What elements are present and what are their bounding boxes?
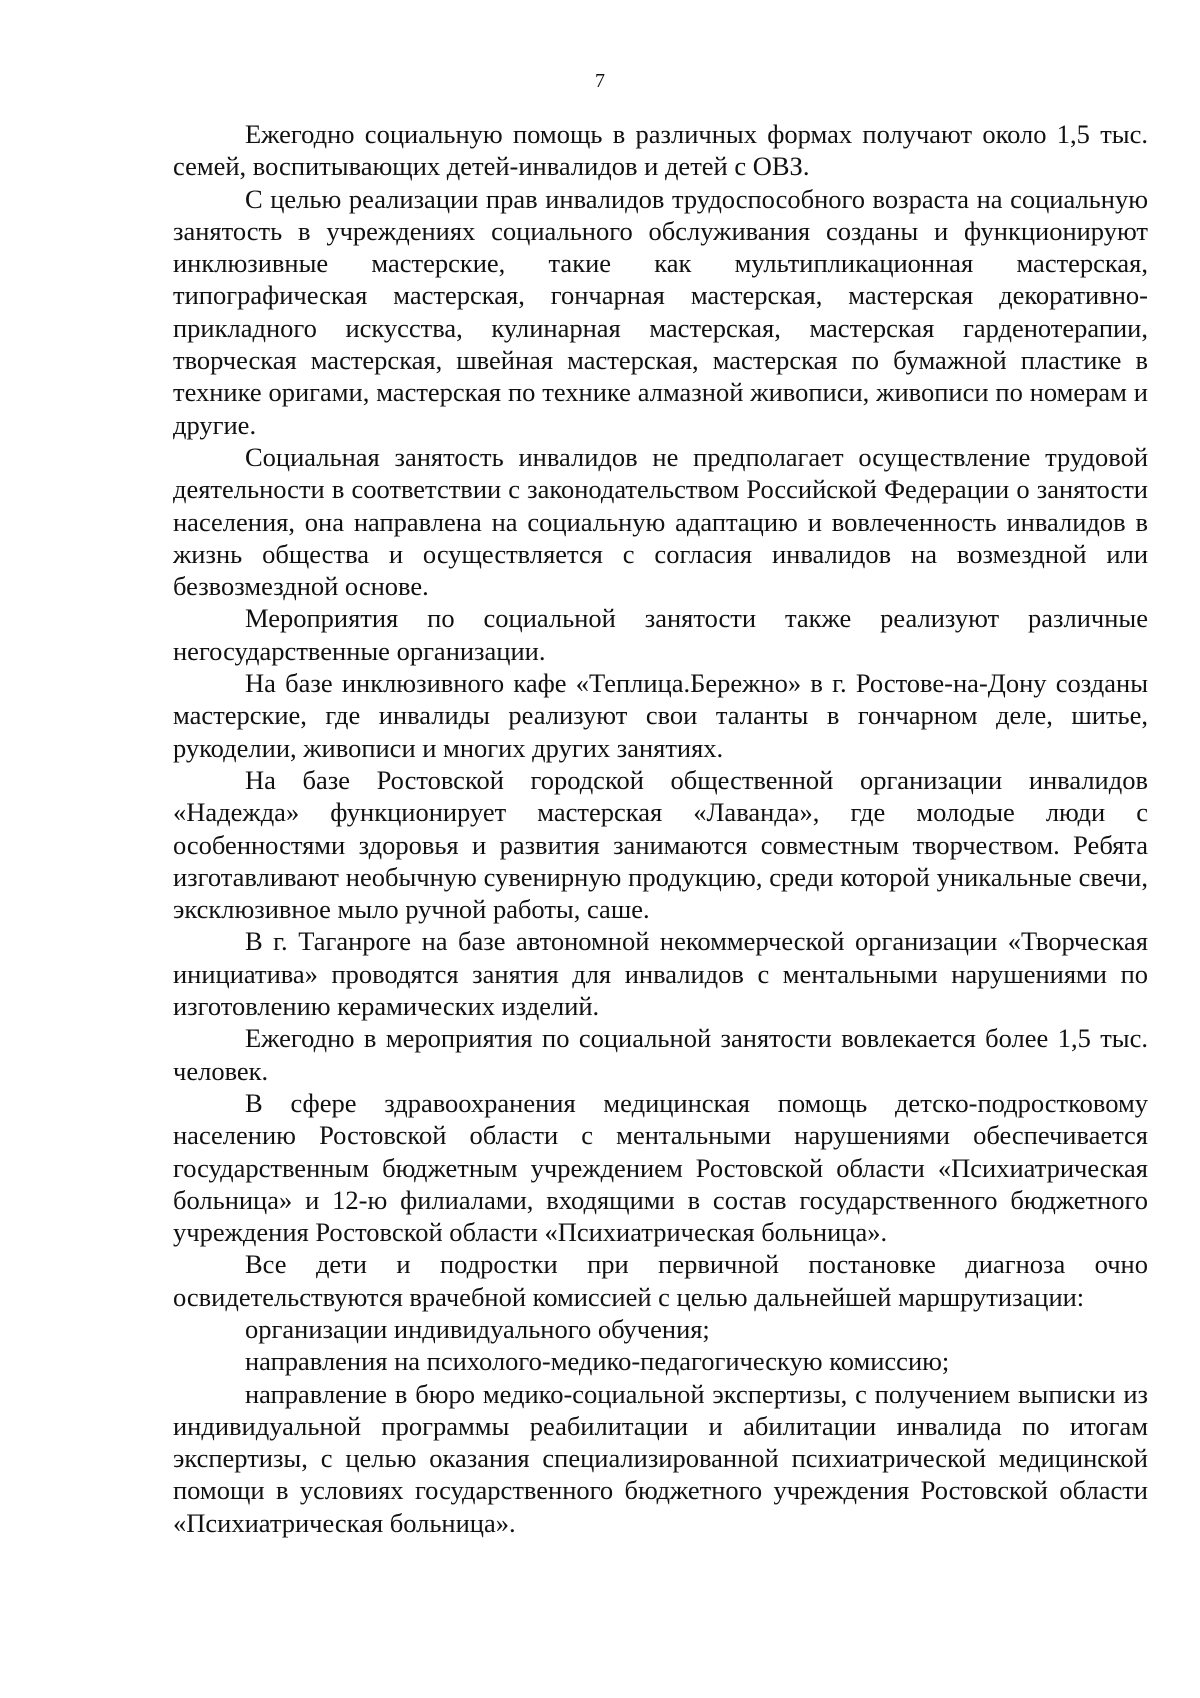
list-item-individual-education: организации индивидуального обучения; bbox=[245, 1313, 710, 1344]
page-number: 7 bbox=[595, 70, 605, 92]
document-body bbox=[173, 118, 1148, 1539]
paragraph-nadezhda-organization: На базе Ростовской городской общественной организации инвалидов «Надежда» функционирует мастерская «Лаванда», где молодые люди с особенностями здоровья и развития занимаются совместным творчеством. Ребята изготавливают необычную сувенирную продукцию, среди которой уникальные свечи, эксклюзивное мыло ручной работы, саше. bbox=[173, 764, 1148, 925]
paragraph-healthcare: В сфере здравоохранения медицинская помощь детско-подростковому населению Ростовской области с ментальными нарушениями обеспечивается государственным бюджетным учреждением Ростовской области «Психиатрическая больница» и 12-ю филиалами, входящими в состав государственного бюджетного учреждения Ростовской области «Психиатрическая больница». bbox=[173, 1087, 1148, 1248]
list-item-mse-referral: направление в бюро медико-социальной экспертизы, с получением выписки из индивидуальной программы реабилитации и абилитации инвалида по итогам экспертизы, с целью оказания специализированной психиатрической медицинской помощи в условиях государственного бюджетного учреждения Ростовской области «Психиатрическая больница». bbox=[173, 1378, 1148, 1538]
list-item-pmpk-referral: направления на психолого-медико-педагогическую комиссию; bbox=[245, 1346, 950, 1377]
paragraph-medical-commission: Все дети и подростки при первичной постановке диагноза очно освидетельствуются врачебной комиссией с целью дальнейшей маршрутизации: bbox=[173, 1249, 1148, 1312]
paragraph-social-employment: Социальная занятость инвалидов не предполагает осуществление трудовой деятельности в соответствии с законодательством Российской Федерации о занятости населения, она направлена на социальную адаптацию и вовлеченность инвалидов в жизнь общества и осуществляется с согласия инвалидов на возмездной или безвозмездной основе. bbox=[173, 441, 1148, 602]
paragraph-annual-involvement: Ежегодно в мероприятия по социальной занятости вовлекается более 1,5 тыс. человек. bbox=[173, 1023, 1148, 1086]
paragraph-taganrog: В г. Таганроге на базе автономной некоммерческой организации «Творческая инициатива» проводятся занятия для инвалидов с ментальными нарушениями по изготовлению керамических изделий. bbox=[173, 926, 1148, 1022]
paragraph-non-governmental-organizations: Мероприятия по социальной занятости также реализуют различные негосударственные организации. bbox=[173, 603, 1148, 666]
paragraph-inclusive-workshops: С целью реализации прав инвалидов трудоспособного возраста на социальную занятость в учреждениях социального обслуживания созданы и функционируют инклюзивные мастерские, такие как мультипликационная мастерская, типографическая мастерская, гончарная мастерская, мастерская декоративно-прикладного искусства, кулинарная мастерская, мастерская гарденотерапии, творческая мастерская, швейная мастерская, мастерская по бумажной пластике в технике оригами, мастерская по технике алмазной живописи, живописи по номерам и другие. bbox=[173, 183, 1148, 440]
paragraph-social-assistance: Ежегодно социальную помощь в различных формах получают около 1,5 тыс. семей, воспитывающих детей-инвалидов и детей с ОВЗ. bbox=[173, 119, 1148, 182]
paragraph-teplitsa-cafe: На базе инклюзивного кафе «Теплица.Бережно» в г. Ростове-на-Дону созданы мастерские, где инвалиды реализуют свои таланты в гончарном деле, шитье, рукоделии, живописи и многих других занятиях. bbox=[173, 668, 1148, 763]
